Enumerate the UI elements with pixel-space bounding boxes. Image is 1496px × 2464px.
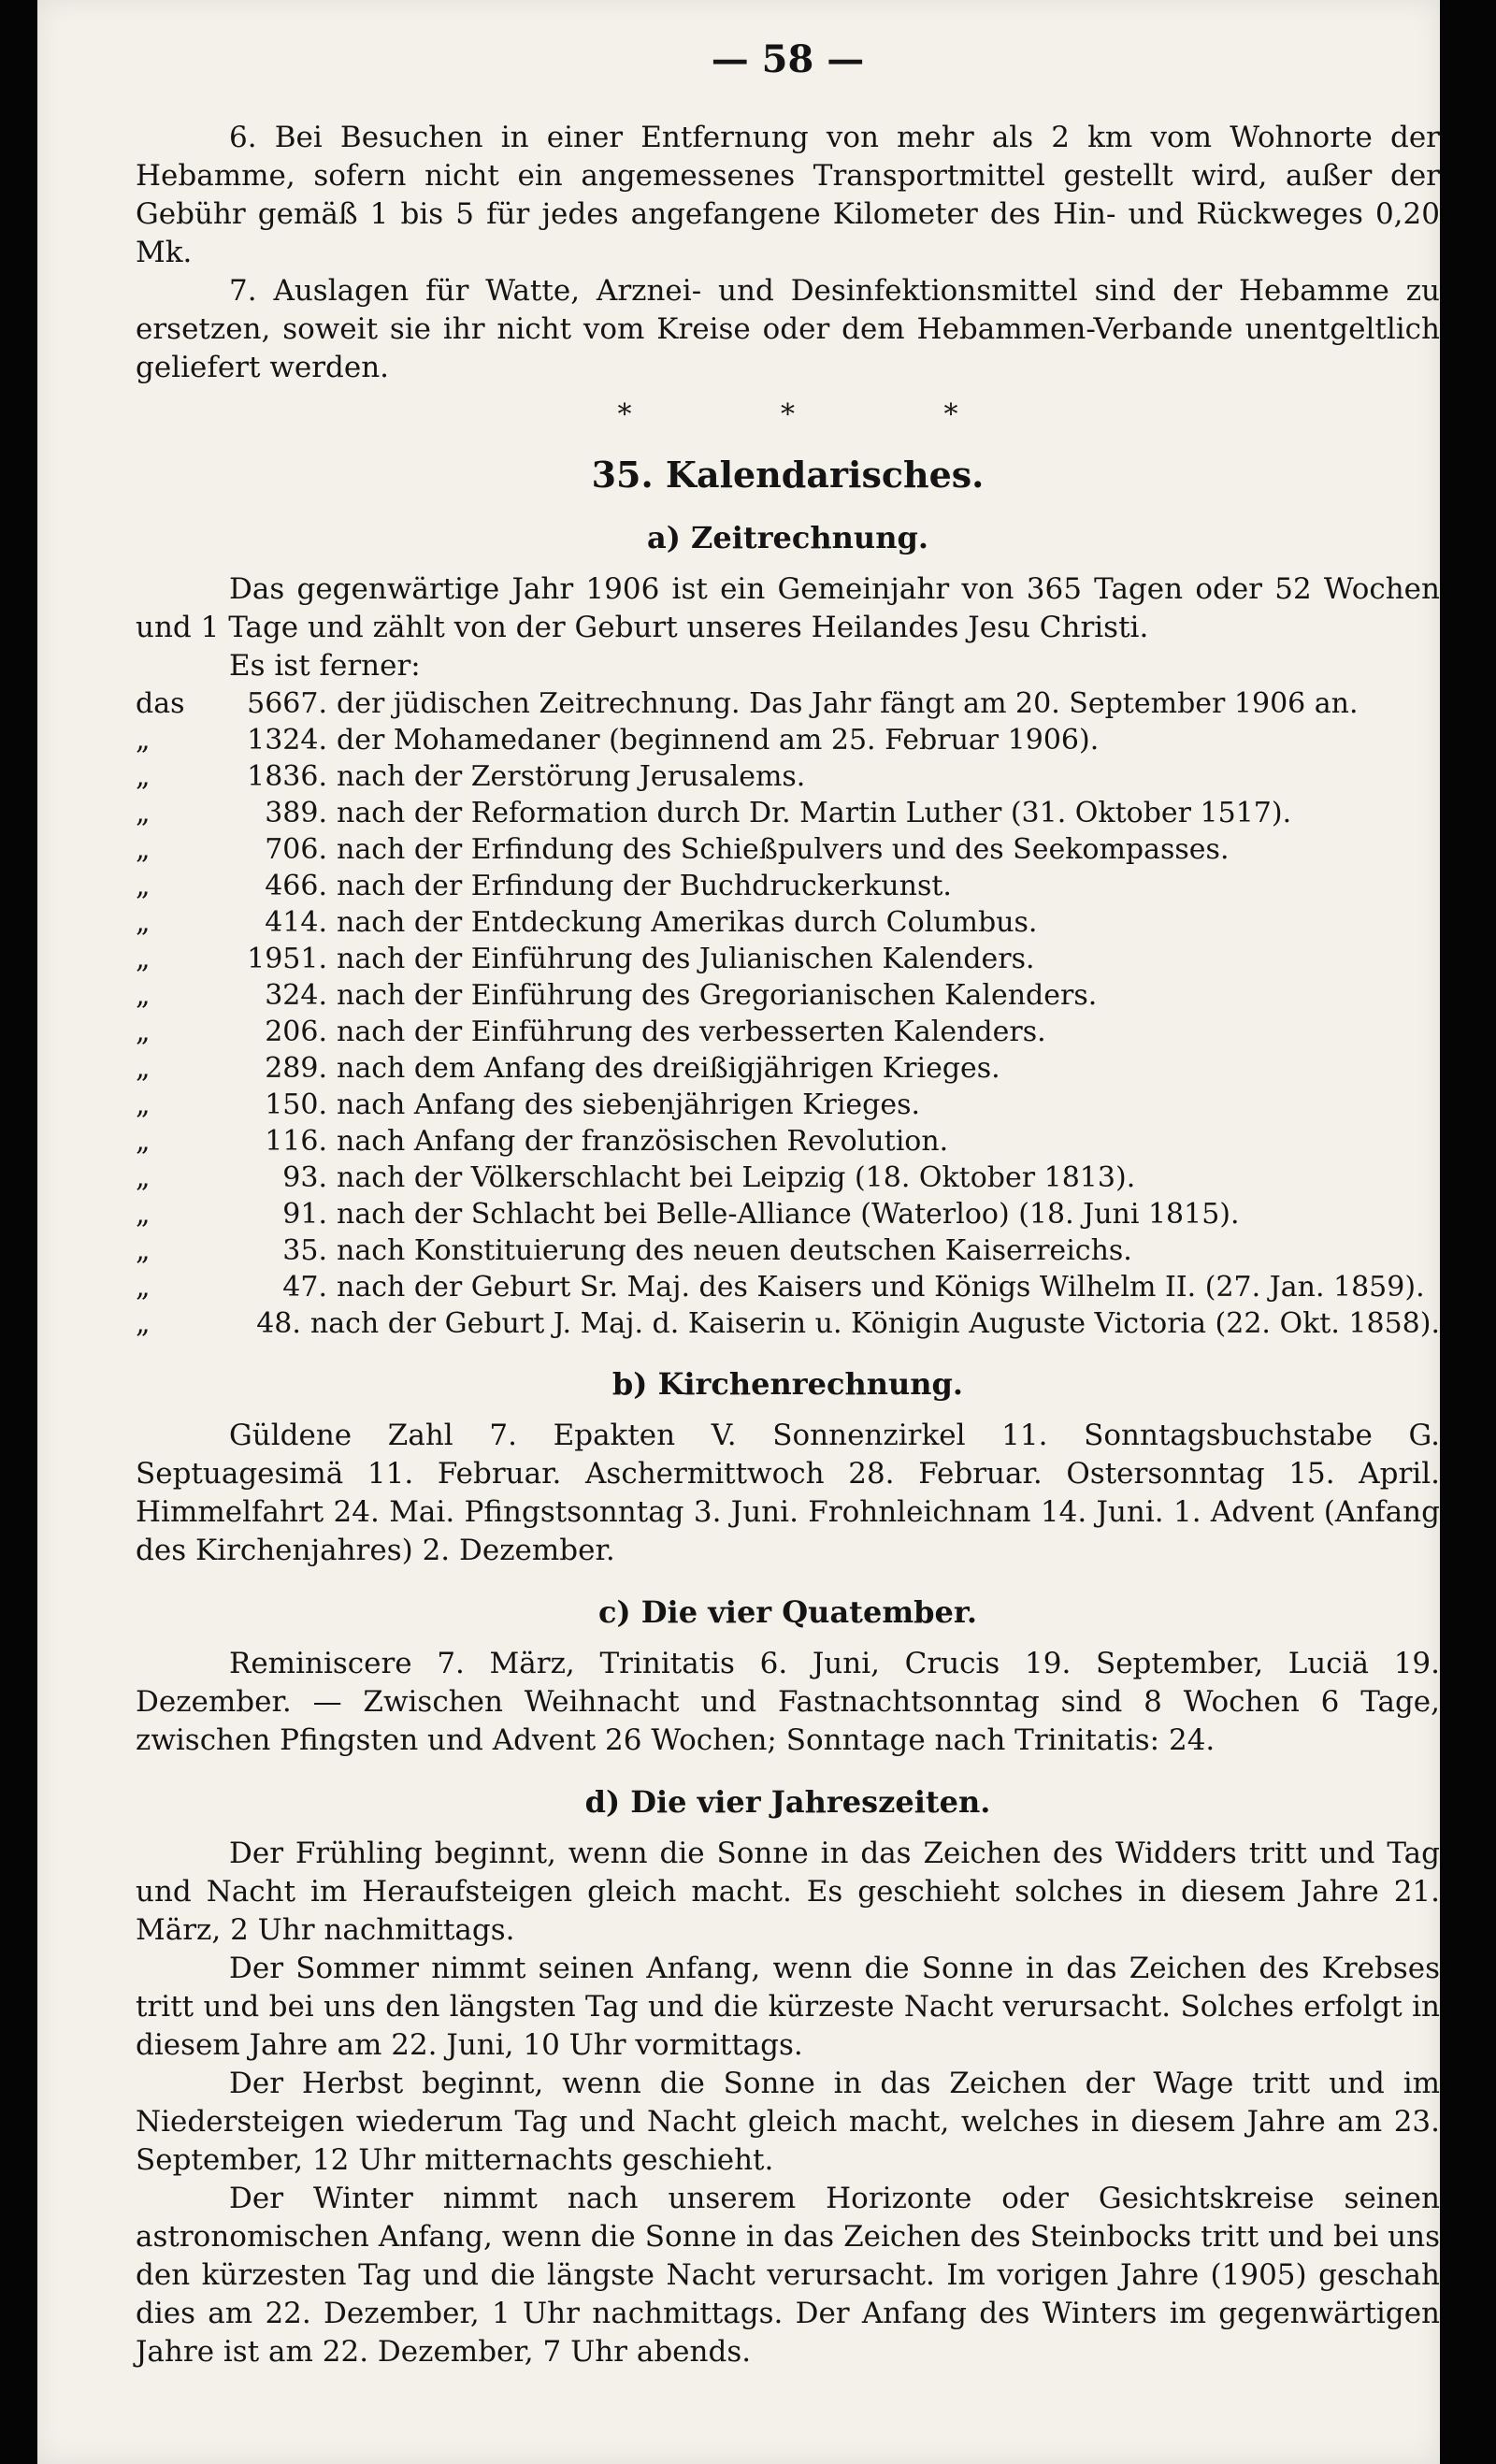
page-number: — 58 — bbox=[711, 37, 865, 81]
era-year: 35. bbox=[282, 1234, 327, 1267]
era-row bbox=[136, 904, 1440, 941]
era-row bbox=[136, 1305, 1440, 1342]
quatember-text: Reminiscere 7. März, Trinitatis 6. Juni, Crucis 19. September, Luciä 19. Dezember. — Zwischen Weihnacht und Fastnachtsonntag sind 8 Wochen 6 Tage, zwischen Pfingsten und Advent 26 Wochen; Sonntage nach Trinitatis: 24. bbox=[136, 1647, 1440, 1757]
era-text: nach der Schlacht bei Belle-Alliance (Waterloo) (18. Juni 1815). bbox=[337, 1198, 1240, 1231]
era-prefix: „ bbox=[136, 797, 151, 829]
era-prefix: „ bbox=[136, 1088, 151, 1121]
era-year: 1836. bbox=[247, 760, 327, 793]
era-row bbox=[136, 1014, 1440, 1050]
era-text: der jüdischen Zeitrechnung. Das Jahr fängt am 20. September 1906 an. bbox=[337, 687, 1359, 720]
kirchenrechnung-title: b) Kirchenrechnung. bbox=[611, 1366, 964, 1402]
era-year: 48. bbox=[256, 1307, 301, 1340]
era-row bbox=[136, 758, 1440, 795]
era-row bbox=[136, 795, 1440, 831]
jahreszeiten-title: d) Die vier Jahreszeiten. bbox=[584, 1784, 991, 1820]
era-text: nach der Reformation durch Dr. Martin Luther (31. Oktober 1517). bbox=[337, 797, 1292, 829]
era-text: nach dem Anfang des dreißigjährigen Krieges. bbox=[337, 1052, 1000, 1085]
era-prefix: „ bbox=[136, 724, 151, 756]
fee-item-7: 7. Auslagen für Watte, Arznei- und Desinfektionsmittel sind der Hebamme zu ersetzen, soweit sie ihr nicht vom Kreise oder dem Hebammen-Verbande unentgeltlich geliefert werden. bbox=[136, 274, 1440, 384]
era-year: 706. bbox=[265, 833, 327, 866]
era-year: 91. bbox=[282, 1198, 327, 1231]
era-row bbox=[136, 722, 1440, 758]
era-text: der Mohamedaner (beginnend am 25. Februar 1906). bbox=[337, 724, 1100, 756]
era-text: nach der Geburt J. Maj. d. Kaiserin u. Königin Auguste Victoria (22. Okt. 1858). bbox=[309, 1307, 1440, 1340]
season-winter: Der Winter nimmt nach unserem Horizonte oder Gesichtskreise seinen astronomischen Anfang, wenn die Sonne in das Zeichen des Steinbocks tritt und bei uns den kürzesten Tag und die längste Nacht verursacht. Im vorigen Jahre (1905) geschah dies am 22. Dezember, 1 Uhr nachmittags. Der Anfang des Winters im gegenwärtigen Jahre ist am 22. Dezember, 7 Uhr abends. bbox=[136, 2182, 1440, 2369]
era-row bbox=[136, 1087, 1440, 1123]
zeitrechnung-lead: Es ist ferner: bbox=[229, 649, 421, 683]
era-text: nach der Einführung des verbesserten Kalenders. bbox=[337, 1016, 1046, 1048]
era-year: 5667. bbox=[247, 687, 327, 720]
era-row bbox=[136, 1196, 1440, 1232]
era-prefix: „ bbox=[136, 943, 151, 975]
era-text: nach der Einführung des Julianischen Kalenders. bbox=[337, 943, 1035, 975]
era-year: 206. bbox=[265, 1016, 327, 1048]
era-prefix: „ bbox=[136, 870, 151, 902]
era-row bbox=[136, 868, 1440, 904]
season-summer: Der Sommer nimmt seinen Anfang, wenn die Sonne in das Zeichen des Krebses tritt und bei uns den längsten Tag und die kürzeste Nacht verursacht. Solches erfolgt in diesem Jahre am 22. Juni, 10 Uhr vormittags. bbox=[136, 1952, 1440, 2062]
era-prefix: „ bbox=[136, 1052, 151, 1085]
era-row bbox=[136, 1232, 1440, 1269]
era-year: 93. bbox=[282, 1161, 327, 1194]
era-prefix: „ bbox=[136, 1271, 151, 1304]
era-year: 289. bbox=[265, 1052, 327, 1085]
era-prefix: „ bbox=[136, 906, 151, 939]
season-autumn: Der Herbst beginnt, wenn die Sonne in das Zeichen der Wage tritt und im Niedersteigen wiederum Tag und Nacht gleich macht, welches in diesem Jahre am 23. September, 12 Uhr mitternachts geschieht. bbox=[136, 2067, 1440, 2177]
era-year: 389. bbox=[265, 797, 327, 829]
era-prefix: „ bbox=[136, 1234, 151, 1267]
era-prefix: „ bbox=[136, 833, 151, 866]
zeitrechnung-title: a) Zeitrechnung. bbox=[647, 520, 928, 555]
era-text: nach der Geburt Sr. Maj. des Kaisers und Königs Wilhelm II. (27. Jan. 1859). bbox=[337, 1271, 1425, 1304]
era-year: 1951. bbox=[247, 943, 327, 975]
era-year: 116. bbox=[265, 1125, 327, 1158]
era-prefix: „ bbox=[136, 1016, 151, 1048]
era-row bbox=[136, 685, 1440, 722]
era-list bbox=[136, 685, 1440, 1342]
era-year: 1324. bbox=[247, 724, 327, 756]
era-text: nach der Einführung des Gregorianischen Kalenders. bbox=[337, 979, 1098, 1012]
era-year: 466. bbox=[265, 870, 327, 902]
era-row bbox=[136, 831, 1440, 868]
era-text: nach der Zerstörung Jerusalems. bbox=[337, 760, 806, 793]
era-year: 414. bbox=[265, 906, 327, 939]
era-row bbox=[136, 941, 1440, 977]
era-year: 150. bbox=[265, 1088, 327, 1121]
era-row bbox=[136, 977, 1440, 1014]
era-text: nach der Erfindung des Schießpulvers und des Seekompasses. bbox=[337, 833, 1230, 866]
page-content bbox=[136, 37, 1440, 2371]
era-prefix: „ bbox=[136, 1307, 151, 1340]
era-prefix: „ bbox=[136, 1198, 151, 1231]
era-row bbox=[136, 1050, 1440, 1087]
zeitrechnung-intro: Das gegenwärtige Jahr 1906 ist ein Gemeinjahr von 365 Tagen oder 52 Wochen und 1 Tage und zählt von der Geburt unseres Heilandes Jesu Christi. bbox=[136, 572, 1440, 644]
era-text: nach Anfang des siebenjährigen Krieges. bbox=[337, 1088, 921, 1121]
era-year: 47. bbox=[282, 1271, 327, 1304]
era-prefix: „ bbox=[136, 1161, 151, 1194]
season-spring: Der Frühling beginnt, wenn die Sonne in das Zeichen des Widders tritt und Tag und Nacht im Heraufsteigen gleich macht. Es geschieht solches in diesem Jahre 21. März, 2 Uhr nachmittags. bbox=[136, 1837, 1440, 1947]
era-prefix: „ bbox=[136, 1125, 151, 1158]
era-row bbox=[136, 1123, 1440, 1160]
era-prefix: „ bbox=[136, 979, 151, 1012]
era-text: nach Anfang der französischen Revolution. bbox=[337, 1125, 949, 1158]
era-prefix: „ bbox=[136, 760, 151, 793]
fee-item-6: 6. Bei Besuchen in einer Entfernung von mehr als 2 km vom Wohnorte der Hebamme, sofern nicht ein angemessenes Transportmittel gestellt wird, außer der Gebühr gemäß 1 bis 5 für jedes angefangene Kilometer des Hin- und Rückweges 0,20 Mk. bbox=[136, 121, 1440, 269]
section-title: 35. Kalendarisches. bbox=[591, 454, 985, 496]
era-text: nach der Erfindung der Buchdruckerkunst. bbox=[337, 870, 952, 902]
era-text: nach Konstituierung des neuen deutschen Kaiserreichs. bbox=[337, 1234, 1132, 1267]
section-divider: * * * bbox=[617, 398, 958, 431]
era-prefix: das bbox=[136, 687, 185, 720]
book-page bbox=[37, 0, 1440, 2464]
era-year: 324. bbox=[265, 979, 327, 1012]
kirchenrechnung-text: Güldene Zahl 7. Epakten V. Sonnenzirkel 11. Sonntagsbuchstabe G. Septuagesimä 11. Februar. Aschermittwoch 28. Februar. Ostersonntag 15. April. Himmelfahrt 24. Mai. Pfingstsonntag 3. Juni. Frohnleichnam 14. Juni. 1. Advent (Anfang des Kirchenjahres) 2. Dezember. bbox=[136, 1419, 1440, 1567]
era-text: nach der Völkerschlacht bei Leipzig (18. Oktober 1813). bbox=[337, 1161, 1136, 1194]
era-row bbox=[136, 1269, 1440, 1305]
era-text: nach der Entdeckung Amerikas durch Columbus. bbox=[337, 906, 1038, 939]
quatember-title: c) Die vier Quatember. bbox=[598, 1594, 977, 1630]
era-row bbox=[136, 1160, 1440, 1196]
